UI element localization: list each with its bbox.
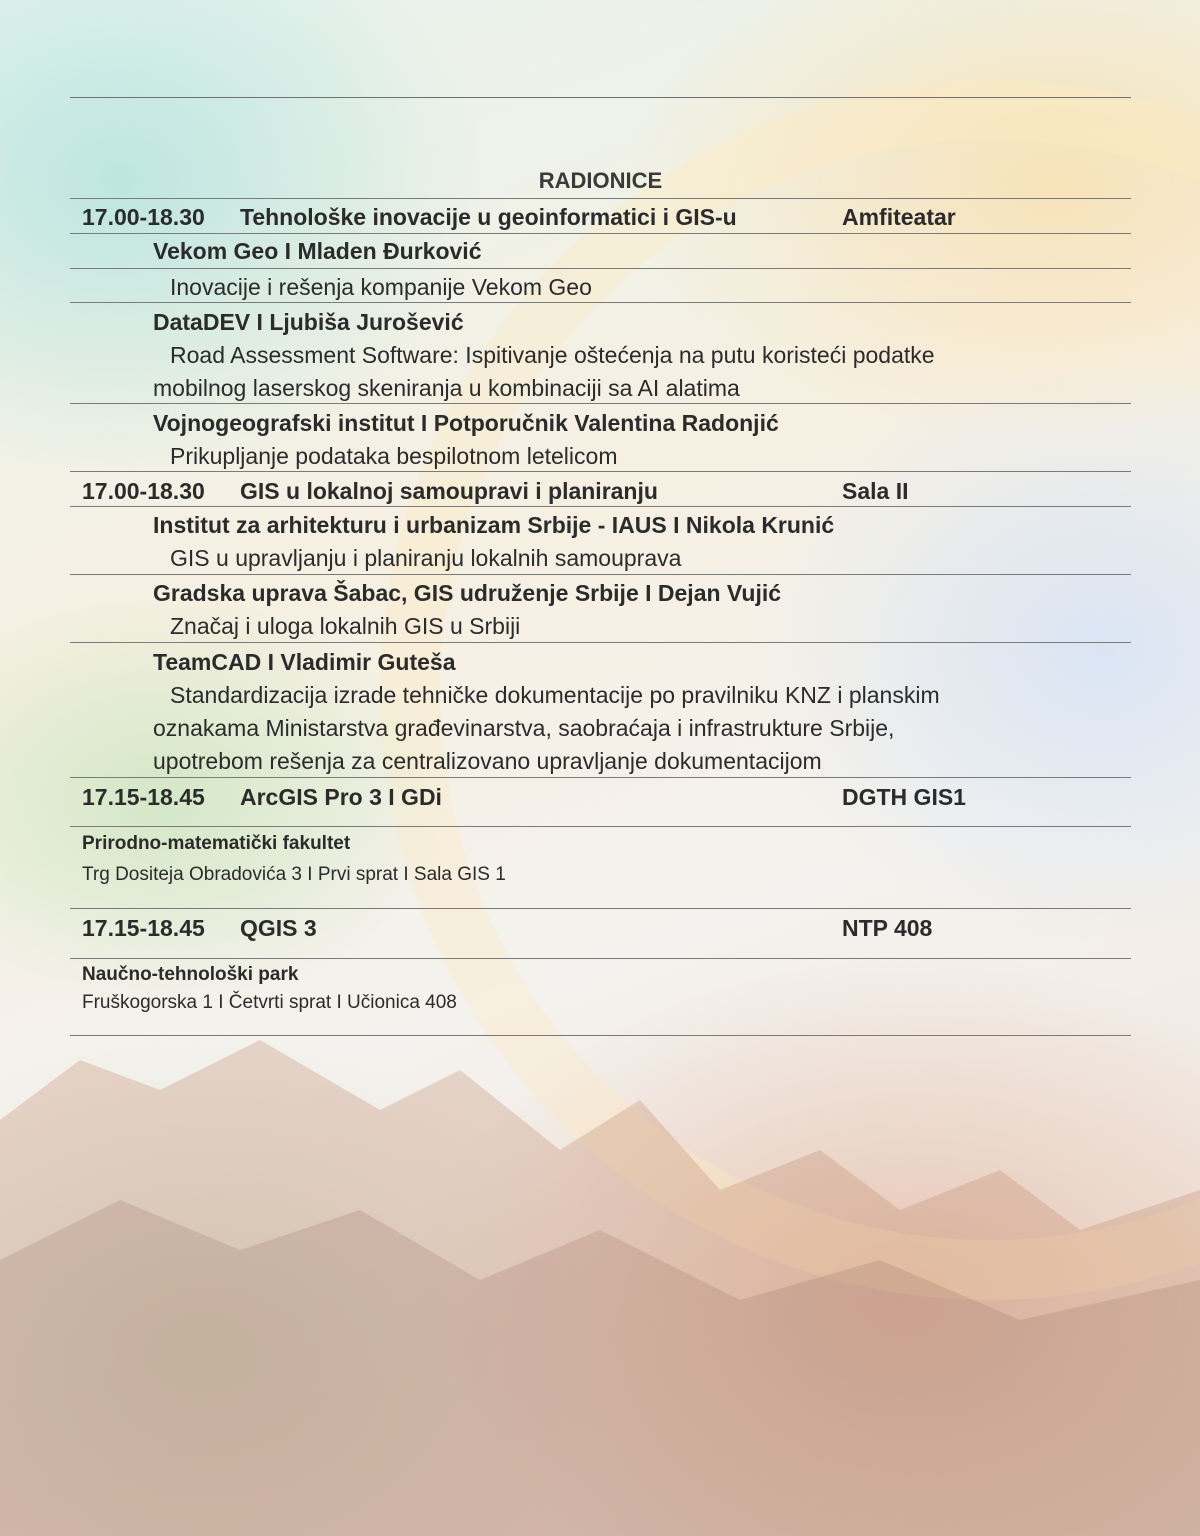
- session-room: Amfiteatar: [842, 204, 956, 230]
- location-address: Trg Dositeja Obradovića 3 I Prvi sprat I Sala GIS 1: [82, 864, 506, 885]
- location-name: Prirodno-matematički fakultet: [82, 833, 351, 854]
- session-header: [70, 908, 1131, 958]
- location-address: Fruškogorska 1 I Četvrti sprat I Učionica 408: [82, 992, 457, 1013]
- speaker-talk-row: [70, 574, 1131, 642]
- location-row: [70, 958, 1131, 1036]
- session-header: [70, 777, 1131, 826]
- talk-title-continued: upotrebom rešenja za centralizovano upravljanje dokumentacijom: [153, 748, 822, 774]
- talk-title: GIS u upravljanju i planiranju lokalnih samouprava: [170, 545, 682, 571]
- speaker-name: Institut za arhitekturu i urbanizam Srbije - IAUS I Nikola Krunić: [153, 512, 835, 538]
- session-title: ArcGIS Pro 3 I GDi: [240, 784, 442, 810]
- session-room: DGTH GIS1: [842, 784, 966, 810]
- talk-title-continued: mobilnog laserskog skeniranja u kombinaciji sa AI alatima: [153, 375, 740, 401]
- speaker-talk-row: [70, 403, 1131, 471]
- talk-row: [70, 268, 1131, 302]
- talk-title: Road Assessment Software: Ispitivanje oštećenja na putu koristeći podatke: [170, 342, 935, 368]
- speaker-name: Vojnogeografski institut I Potporučnik Valentina Radonjić: [153, 410, 779, 436]
- speaker-talk-row: [70, 642, 1131, 777]
- speaker-name: TeamCAD I Vladimir Guteša: [153, 649, 456, 675]
- session-room: NTP 408: [842, 915, 933, 941]
- talk-title-continued: oznakama Ministarstva građevinarstva, saobraćaja i infrastrukture Srbije,: [153, 715, 895, 741]
- talk-title: Značaj i uloga lokalnih GIS u Srbiji: [170, 613, 521, 639]
- speaker-talk-row: [70, 506, 1131, 574]
- session-title: Tehnološke inovacije u geoinformatici i GIS-u: [240, 204, 737, 230]
- session-time: 17.00-18.30: [82, 204, 205, 230]
- speaker-name: Vekom Geo I Mladen Đurković: [153, 238, 482, 264]
- session-time: 17.15-18.45: [82, 915, 205, 941]
- speaker-name: Gradska uprava Šabac, GIS udruženje Srbije I Dejan Vujić: [153, 580, 782, 606]
- talk-title: Prikupljanje podataka bespilotnom letelicom: [170, 443, 618, 469]
- talk-title: Standardizacija izrade tehničke dokumentacije po pravilniku KNZ i planskim: [170, 682, 940, 708]
- session-time: 17.15-18.45: [82, 784, 205, 810]
- session-title: QGIS 3: [240, 915, 317, 941]
- session-time: 17.00-18.30: [82, 478, 205, 504]
- talk-title: Inovacije i rešenja kompanije Vekom Geo: [170, 274, 592, 300]
- session-room: Sala II: [842, 478, 909, 504]
- page-title: RADIONICE: [538, 168, 663, 193]
- mountain-background: [0, 1000, 1200, 1536]
- speaker-row: [70, 233, 1131, 268]
- session-title: GIS u lokalnoj samoupravi i planiranju: [240, 478, 658, 504]
- speaker-talk-row: [70, 302, 1131, 403]
- location-name: Naučno-tehnološki park: [82, 964, 299, 985]
- session-header: [70, 198, 1131, 233]
- speaker-name: DataDEV I Ljubiša Jurošević: [153, 309, 464, 335]
- top-divider: [70, 97, 1131, 98]
- location-row: [70, 826, 1131, 908]
- session-header: [70, 471, 1131, 506]
